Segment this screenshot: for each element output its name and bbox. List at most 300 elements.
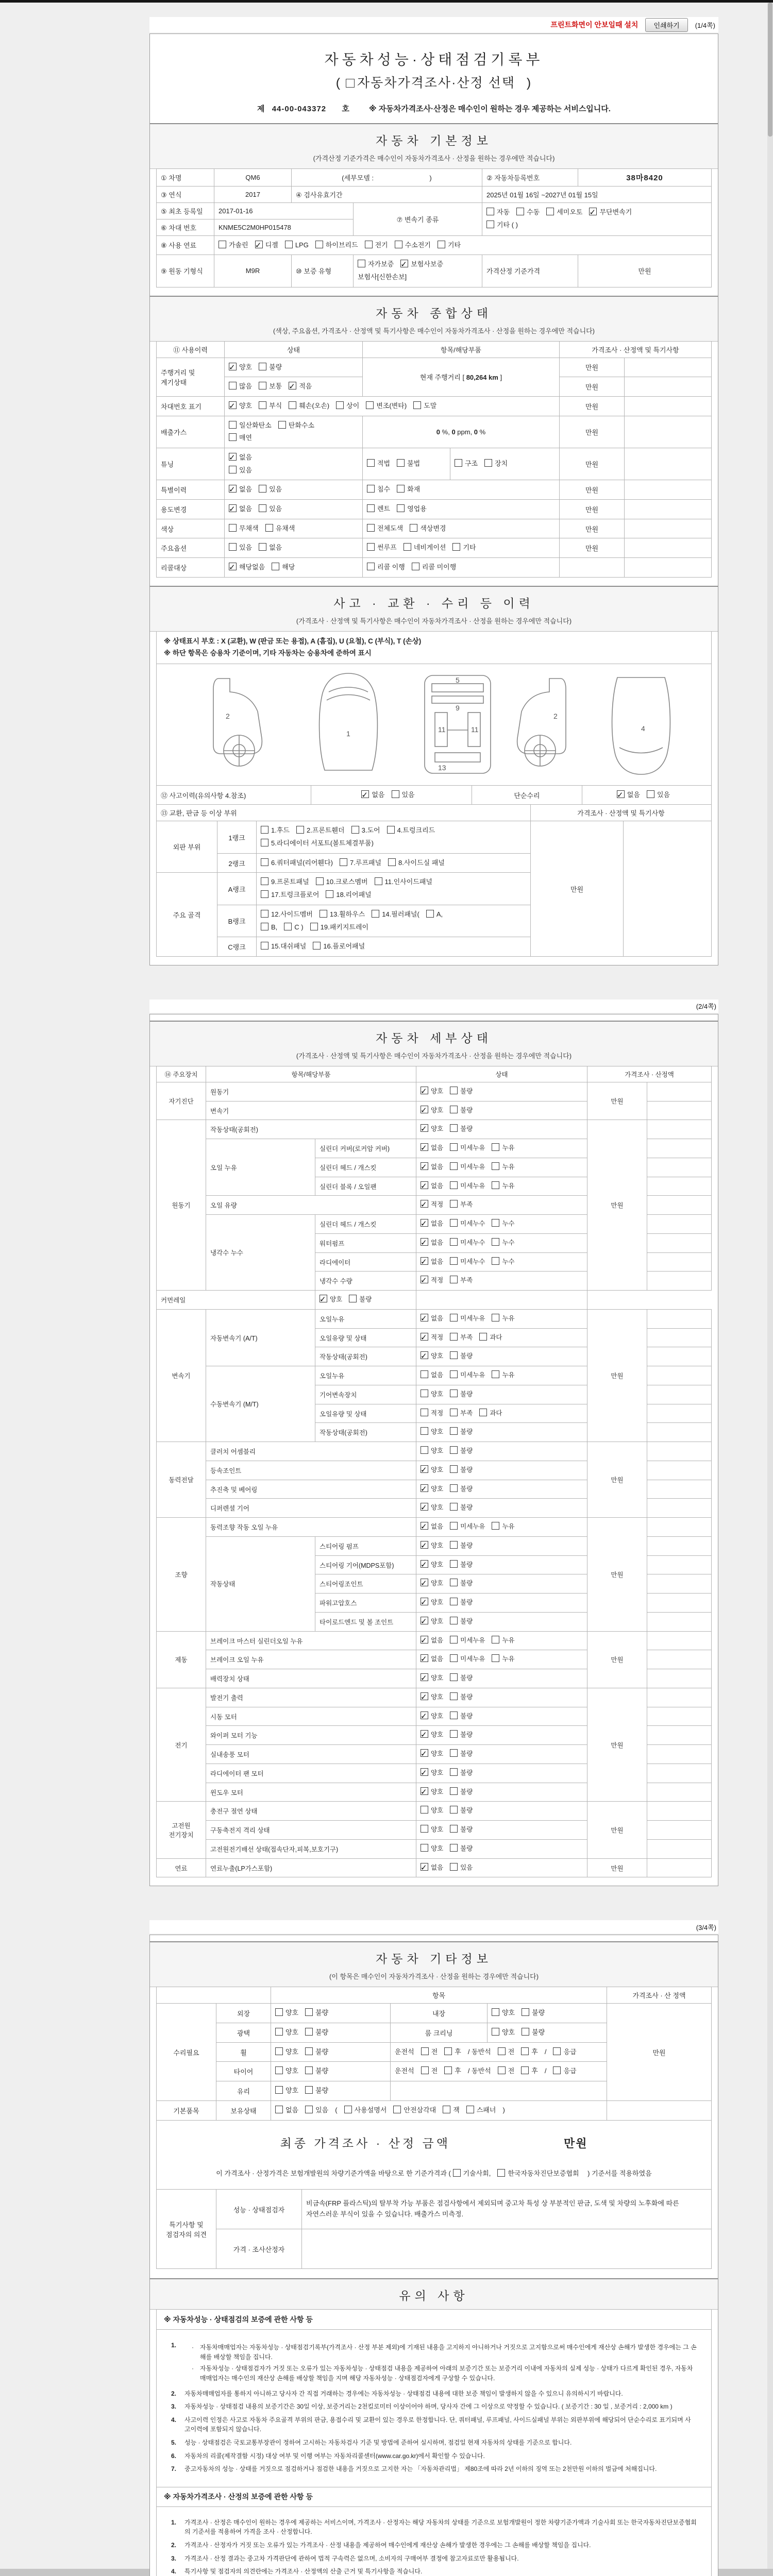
option-label: 5.라디에이터 서포트(볼트체결부품) <box>261 837 374 850</box>
checkbox-icon[interactable] <box>229 433 237 441</box>
checkbox-checked-icon[interactable] <box>421 1181 428 1189</box>
table-cell <box>416 1385 587 1404</box>
checkbox-icon[interactable] <box>421 1844 428 1852</box>
checkbox-icon[interactable] <box>466 2106 474 2113</box>
checkbox-icon[interactable] <box>498 2047 506 2055</box>
checkbox-icon[interactable] <box>450 1825 458 1833</box>
checkbox-icon[interactable] <box>404 543 411 551</box>
checkbox-checked-icon[interactable] <box>421 1484 428 1492</box>
checkbox-icon[interactable] <box>367 524 375 532</box>
option-label: 전 <box>421 2065 438 2078</box>
table-cell <box>225 558 363 578</box>
checkbox-checked-icon[interactable] <box>229 563 237 570</box>
option-label: 불량 <box>450 1464 473 1477</box>
checkbox-icon[interactable] <box>450 1314 458 1321</box>
checkbox-icon[interactable] <box>387 826 395 834</box>
checkbox-icon[interactable] <box>259 401 266 409</box>
checkbox-checked-icon[interactable] <box>229 401 237 409</box>
checkbox-icon[interactable] <box>450 1257 458 1265</box>
table-cell: 보유상태 <box>216 2100 271 2120</box>
checkbox-icon[interactable] <box>349 1295 357 1302</box>
checkbox-icon[interactable] <box>452 543 460 551</box>
checkbox-icon[interactable] <box>259 363 266 370</box>
table-cell: 실린더 헤드 / 개스킷 <box>315 1158 416 1177</box>
checkbox-icon[interactable] <box>450 1124 458 1132</box>
checkbox-checked-icon[interactable] <box>421 1276 428 1283</box>
table-cell: 스티어링 펌프 <box>315 1536 416 1555</box>
checkbox-icon[interactable] <box>395 241 402 248</box>
table-cell <box>416 1518 587 1537</box>
checkbox-icon[interactable] <box>492 1219 499 1227</box>
checkbox-icon[interactable] <box>275 2106 283 2113</box>
table-cell: 오일유량 및 상태 <box>315 1404 416 1423</box>
table-cell <box>647 1120 712 1139</box>
table-cell: 내장 <box>391 2004 488 2023</box>
checkbox-checked-icon[interactable] <box>421 1768 428 1776</box>
checkbox-checked-icon[interactable] <box>421 1560 428 1568</box>
checkbox-icon[interactable] <box>498 2066 506 2074</box>
option-label: 불량 <box>450 1672 473 1685</box>
option-label: ✓ 적음 <box>289 380 312 393</box>
checkbox-icon[interactable] <box>450 1446 458 1454</box>
checkbox-icon[interactable] <box>479 1409 487 1416</box>
table-cell <box>257 873 531 905</box>
checkbox-icon[interactable] <box>421 2047 429 2055</box>
checkbox-icon[interactable] <box>450 1787 458 1795</box>
table-cell: 만원 <box>560 538 625 558</box>
checkbox-icon[interactable] <box>450 1087 458 1094</box>
price-select-option <box>346 76 522 90</box>
checkbox-icon[interactable] <box>351 826 359 834</box>
checkbox-checked-icon[interactable] <box>421 1219 428 1227</box>
checkbox-icon[interactable] <box>229 466 237 473</box>
checkbox-icon[interactable] <box>261 923 268 930</box>
checkbox-checked-icon[interactable] <box>421 1503 428 1511</box>
option-label: 누수 <box>492 1218 514 1230</box>
checkbox-icon[interactable] <box>305 2008 313 2016</box>
checkbox-checked-icon[interactable] <box>421 1636 428 1643</box>
checkbox-icon[interactable] <box>444 2066 452 2074</box>
print-install-note[interactable]: 프린트화면이 안보일때 설치 <box>550 21 638 29</box>
checkbox-icon[interactable] <box>450 1617 458 1624</box>
option-label: 기타 <box>452 541 476 554</box>
checkbox-icon[interactable] <box>305 2106 313 2113</box>
option-label: 불량 <box>450 1805 473 1817</box>
checkbox-checked-icon[interactable] <box>421 1238 428 1246</box>
checkbox-icon[interactable] <box>443 2106 450 2113</box>
checkbox-icon[interactable] <box>450 1711 458 1719</box>
checkbox-icon[interactable] <box>284 923 292 930</box>
checkbox-icon[interactable] <box>450 1768 458 1776</box>
table-cell: ⑦ 변속기 종류 <box>354 202 482 235</box>
checkbox-checked-icon[interactable] <box>421 1654 428 1662</box>
checkbox-checked-icon[interactable] <box>421 1730 428 1738</box>
checkbox-icon[interactable] <box>492 1257 499 1265</box>
checkbox-icon[interactable] <box>450 1503 458 1511</box>
checkbox-icon[interactable] <box>450 1351 458 1359</box>
checkbox-checked-icon[interactable] <box>421 1787 428 1795</box>
checkbox-icon[interactable] <box>450 1409 458 1416</box>
print-button[interactable]: 인쇄하기 <box>645 18 687 32</box>
checkbox-icon[interactable] <box>553 2066 561 2074</box>
checkbox-icon[interactable] <box>336 401 344 409</box>
checkbox-icon[interactable] <box>450 1636 458 1643</box>
checkbox-icon[interactable] <box>444 2047 452 2055</box>
checkbox-icon[interactable] <box>522 2008 529 2016</box>
checkbox-icon[interactable] <box>265 524 273 532</box>
checkbox-icon[interactable] <box>492 1143 499 1151</box>
checkbox-icon[interactable] <box>450 1106 458 1113</box>
scrollbar[interactable] <box>767 3 773 2569</box>
checkbox-icon[interactable] <box>484 459 492 467</box>
text-part: % <box>478 428 486 436</box>
checkbox-icon[interactable] <box>275 2086 283 2094</box>
checkbox-icon[interactable] <box>438 241 445 248</box>
checkbox-icon[interactable] <box>450 1465 458 1473</box>
checkbox-icon[interactable] <box>367 543 375 551</box>
checkbox-icon[interactable] <box>305 2047 313 2055</box>
checkbox-icon[interactable] <box>261 910 268 918</box>
checkbox-icon[interactable] <box>365 241 373 248</box>
checkbox-icon[interactable] <box>358 260 365 267</box>
checkbox-icon[interactable] <box>453 2169 461 2177</box>
checkbox-icon[interactable] <box>275 2066 283 2074</box>
checkbox-checked-icon[interactable] <box>421 1692 428 1700</box>
checkbox-icon[interactable] <box>392 790 399 798</box>
checkbox-checked-icon[interactable] <box>589 208 597 215</box>
checkbox-icon[interactable] <box>289 401 296 409</box>
checkbox-icon[interactable] <box>367 459 375 467</box>
table-cell: 냉각수 누수 <box>206 1215 315 1291</box>
checkbox-icon[interactable] <box>412 563 419 570</box>
svg-text:4: 4 <box>641 724 645 733</box>
checkbox-icon[interactable] <box>421 1427 428 1435</box>
section-other-note: (이 항목은 매수인이 자동차가격조사 · 산정을 원하는 경우에만 적습니다) <box>329 1973 539 1981</box>
checkbox-icon[interactable] <box>492 2028 499 2036</box>
table-cell: 리콜대상 <box>157 558 225 578</box>
option-label: 불량 <box>450 1426 473 1438</box>
checkbox-icon[interactable] <box>313 942 321 950</box>
option-label: 적법 <box>367 457 390 470</box>
table-cell: 충전구 절연 상태 <box>206 1802 416 1821</box>
table-cell: 동력전달 <box>157 1442 206 1518</box>
checkbox-icon[interactable] <box>450 1484 458 1492</box>
checkbox-icon[interactable] <box>367 485 375 493</box>
checkbox-icon[interactable] <box>450 1389 458 1397</box>
checkbox-icon[interactable] <box>426 910 434 918</box>
option-label: 누유 <box>492 1653 514 1666</box>
checkbox-icon[interactable] <box>492 1522 499 1530</box>
checkbox-icon[interactable] <box>375 877 382 885</box>
table-cell: 만원 <box>560 358 625 377</box>
checkbox-icon[interactable] <box>421 1446 428 1454</box>
checkbox-icon[interactable] <box>450 1238 458 1246</box>
checkbox-icon[interactable] <box>229 524 237 532</box>
checkbox-checked-icon[interactable] <box>421 1749 428 1757</box>
checkbox-checked-icon[interactable] <box>617 790 625 798</box>
legend-basis: ※ 하단 항목은 승용차 기준이며, 기타 자동차는 승용차에 준하여 표시 <box>164 649 372 657</box>
checkbox-icon[interactable] <box>450 1673 458 1681</box>
checkbox-icon[interactable] <box>497 2169 505 2177</box>
checkbox-icon[interactable] <box>261 877 268 885</box>
checkbox-icon[interactable] <box>450 1579 458 1586</box>
checkbox-icon[interactable] <box>450 1541 458 1549</box>
caution-block1-body <box>156 2330 712 2487</box>
checkbox-checked-icon[interactable] <box>421 1541 428 1549</box>
option-label: ✓ 양호 <box>421 1350 443 1363</box>
checkbox-icon[interactable] <box>450 1598 458 1605</box>
checkbox-checked-icon[interactable] <box>421 1106 428 1113</box>
inspector-opinion-text: 비금속(FRP 플라스틱)의 탈부착 가능 부품은 점검사항에서 제외되며 중고차 특성 상 부분적인 판금, 도색 및 차량의 노후화에 따른 자연스러운 부식이 있을 수 있습니다. 배출가스 미측정. <box>302 2190 712 2229</box>
checkbox-icon[interactable] <box>272 563 279 570</box>
checkbox-icon[interactable] <box>546 208 554 215</box>
checkbox-checked-icon[interactable] <box>421 1351 428 1359</box>
checkbox-icon[interactable] <box>259 543 266 551</box>
table-cell: 파워고압호스 <box>315 1594 416 1613</box>
checkbox-icon[interactable] <box>492 2008 499 2016</box>
checkbox-checked-icon[interactable] <box>229 453 237 461</box>
checkbox-icon[interactable] <box>450 1143 458 1151</box>
checkbox-checked-icon[interactable] <box>421 1124 428 1132</box>
checkbox-icon[interactable] <box>340 858 347 866</box>
checkbox-checked-icon[interactable] <box>289 382 296 389</box>
option-label: 6.쿼터패널(리어휀다) <box>261 857 333 870</box>
checkbox-icon[interactable] <box>492 1162 499 1170</box>
checkbox-checked-icon[interactable] <box>421 1863 428 1871</box>
option-label: 16.플로어패널 <box>313 940 365 953</box>
table-cell <box>416 1101 587 1120</box>
option-label: 후 <box>444 2065 461 2078</box>
checkbox-icon[interactable] <box>261 839 268 846</box>
checkbox-icon[interactable] <box>450 1276 458 1283</box>
checkbox-icon[interactable] <box>410 524 417 532</box>
table-cell: A랭크 <box>217 873 257 905</box>
checkbox-icon[interactable] <box>450 1806 458 1814</box>
option-label: 보험사[신한손보] <box>358 273 407 281</box>
checkbox-icon[interactable] <box>278 421 286 429</box>
checkbox-icon[interactable] <box>259 504 266 512</box>
page-2-strip <box>149 999 718 1013</box>
checkbox-checked-icon[interactable] <box>421 1711 428 1719</box>
checkbox-icon[interactable] <box>310 923 318 930</box>
table-cell: 가격조사 · 산 정액 <box>607 1987 712 2004</box>
checkbox-checked-icon[interactable] <box>421 1673 428 1681</box>
checkbox-icon[interactable] <box>367 504 375 512</box>
table-cell: 오일 유량 <box>206 1196 416 1215</box>
checkbox-checked-icon[interactable] <box>320 1295 327 1302</box>
checkbox-icon[interactable] <box>421 1389 428 1397</box>
legend-codes: ※ 상태표시 부호 : X (교환), W (판금 또는 용접), A (흠집), U (요철), C (부식), T (손상) <box>164 637 422 645</box>
checkbox-icon[interactable] <box>450 1730 458 1738</box>
checkbox-icon[interactable] <box>450 1560 458 1568</box>
option-label: / <box>544 2067 547 2075</box>
checkbox-icon[interactable] <box>455 459 462 467</box>
option-label: 부식 <box>259 400 282 413</box>
checkbox-icon[interactable] <box>397 504 405 512</box>
scrollbar-thumb[interactable] <box>768 3 772 137</box>
checkbox-icon[interactable] <box>421 2066 429 2074</box>
checkbox-icon[interactable] <box>261 942 268 950</box>
checkbox-icon[interactable] <box>450 1692 458 1700</box>
checkbox-icon[interactable] <box>486 208 494 215</box>
option-label: 있음 <box>305 2104 328 2117</box>
checkbox-checked-icon[interactable] <box>421 1200 428 1208</box>
table-cell <box>416 1707 587 1726</box>
checkbox-icon[interactable] <box>296 826 304 834</box>
checkbox-checked-icon[interactable] <box>421 1579 428 1586</box>
table-cell: 워터펌프 <box>315 1233 416 1252</box>
checkbox-icon[interactable] <box>521 2066 529 2074</box>
checkbox-icon[interactable] <box>259 382 266 389</box>
checkbox-icon[interactable] <box>450 1200 458 1208</box>
table-cell: 기어변속장치 <box>315 1385 416 1404</box>
option-label: ✓ 없음 <box>421 1180 443 1193</box>
checkbox-icon[interactable] <box>486 221 494 228</box>
checkbox-icon[interactable] <box>647 790 654 798</box>
caution-item: 1. · 자동차매매업자는 자동차성능 · 상태점검기록부(가격조사 · 산정 부분 제외)에 기재된 내용을 고지하지 아니하거나 거짓으로 고지함으로써 매수인에게 재산상 손해가 발생한 경우에는 그 손해를 배상할 책임을 집니다. · 자동차성능 · 상태점검자가 거짓 또는 오류가 있는 자동차성능 · 상태점검 내용을 제공하여 아래의 보증기간 또는 보증거리 이내에 자동차의 실제 성능 · 상태가 다르게 확인된 경우, 자동차매매업자는 매수인의 재산상 손해를 배상할 책임을 지며 해당 자동차성능 · 상태점검자에게 구상할 수 있습니다. <box>171 2342 697 2382</box>
checkbox-icon[interactable] <box>261 858 268 866</box>
checkbox-icon[interactable] <box>450 1333 458 1341</box>
checkbox-checked-icon[interactable] <box>229 363 237 370</box>
checkbox-icon[interactable] <box>315 241 323 248</box>
table-cell: ⑬ 교환, 판금 등 이상 부위 <box>157 805 531 821</box>
checkbox-icon[interactable] <box>388 858 396 866</box>
checkbox-checked-icon[interactable] <box>229 504 237 512</box>
checkbox-checked-icon[interactable] <box>421 1162 428 1170</box>
option-label: 양호 <box>275 2026 298 2039</box>
checkbox-icon[interactable] <box>275 2047 283 2055</box>
checkbox-icon[interactable] <box>393 2106 401 2113</box>
text-part: 80,264 km <box>466 374 498 382</box>
table-cell <box>416 1461 587 1480</box>
table-cell: 원동기 <box>157 1120 206 1291</box>
checkbox-icon[interactable] <box>305 2066 313 2074</box>
checkbox-icon[interactable] <box>413 401 421 409</box>
option-label: 자동차가격조사·산정 선택 <box>346 71 515 96</box>
checkbox-icon[interactable] <box>450 1181 458 1189</box>
checkbox-icon[interactable] <box>344 2106 352 2113</box>
option-label: ✓ 없음 <box>421 1256 443 1268</box>
checkbox-icon[interactable] <box>305 2086 313 2094</box>
table-cell: 주요 골격 <box>157 873 217 956</box>
checkbox-checked-icon[interactable] <box>421 1333 428 1341</box>
checkbox-icon[interactable] <box>492 1314 499 1321</box>
checkbox-icon[interactable] <box>450 1219 458 1227</box>
checkbox-icon[interactable] <box>372 910 379 918</box>
checkbox-icon[interactable] <box>397 459 405 467</box>
checkbox-checked-icon[interactable] <box>255 241 263 248</box>
checkbox-icon[interactable] <box>367 563 375 570</box>
table-cell: 냉각수 수량 <box>315 1272 416 1291</box>
checkbox-icon[interactable] <box>259 485 266 493</box>
table-cell: KNME5C2M0HP015478 <box>214 219 354 235</box>
table-cell: 윈도우 모터 <box>206 1783 416 1802</box>
checkbox-icon[interactable] <box>320 910 327 918</box>
checkbox-icon[interactable] <box>479 1333 487 1341</box>
table-cell: ⑪ 사용이력 <box>157 341 225 358</box>
checkbox-icon[interactable] <box>421 1806 428 1814</box>
checkbox-icon[interactable] <box>275 2028 283 2036</box>
table-cell: 라디에이터 <box>315 1252 416 1272</box>
checkbox-icon[interactable] <box>346 79 355 88</box>
text-part: 현재 주행거리 [ <box>419 374 466 382</box>
checkbox-checked-icon[interactable] <box>229 485 237 493</box>
checkbox-checked-icon[interactable] <box>421 1087 428 1094</box>
checkbox-icon[interactable] <box>450 1863 458 1871</box>
checkbox-icon[interactable] <box>285 241 293 248</box>
option-label: 18.리어패널 <box>326 889 371 902</box>
checkbox-checked-icon[interactable] <box>421 1617 428 1624</box>
checkbox-icon[interactable] <box>261 826 268 834</box>
option-label: 양호 <box>275 2007 298 2020</box>
checkbox-checked-icon[interactable] <box>421 1522 428 1530</box>
checkbox-icon[interactable] <box>421 1370 428 1378</box>
checkbox-icon[interactable] <box>450 1162 458 1170</box>
checkbox-icon[interactable] <box>229 421 237 429</box>
checkbox-icon[interactable] <box>421 1409 428 1416</box>
checkbox-icon[interactable] <box>492 1238 499 1246</box>
table-cell <box>647 1858 712 1877</box>
checkbox-icon[interactable] <box>521 2047 529 2055</box>
checkbox-icon[interactable] <box>275 2008 283 2016</box>
checkbox-checked-icon[interactable] <box>421 1257 428 1265</box>
svg-text:13: 13 <box>438 763 446 772</box>
option-label: 불량 <box>522 2026 545 2039</box>
checkbox-checked-icon[interactable] <box>400 260 408 267</box>
checkbox-icon[interactable] <box>492 1181 499 1189</box>
checkbox-icon[interactable] <box>450 1370 458 1378</box>
checkbox-icon[interactable] <box>450 1654 458 1662</box>
checkbox-icon[interactable] <box>492 1370 499 1378</box>
caution-block2-head: ※ 자동차가격조사 · 산정의 보증에 관한 사항 등 <box>156 2487 712 2507</box>
table-cell <box>625 500 712 519</box>
option-label: 양호 <box>275 2046 298 2059</box>
table-cell: 2025년 01월 16일 ~2027년 01월 15일 <box>482 186 712 202</box>
table-cell <box>363 500 560 519</box>
checkbox-icon[interactable] <box>450 1844 458 1852</box>
checkbox-icon[interactable] <box>553 2047 561 2055</box>
checkbox-icon[interactable] <box>516 208 524 215</box>
checkbox-icon[interactable] <box>316 877 324 885</box>
checkbox-checked-icon[interactable] <box>421 1143 428 1151</box>
caution-block1-head: ※ 자동차성능 · 상태점검의 보증에 관한 사항 등 <box>156 2309 712 2330</box>
checkbox-icon[interactable] <box>229 382 237 389</box>
checkbox-icon[interactable] <box>261 890 268 898</box>
table-cell <box>647 1726 712 1745</box>
checkbox-checked-icon[interactable] <box>421 1314 428 1321</box>
checkbox-icon[interactable] <box>305 2028 313 2036</box>
doc-subtitle <box>156 71 712 96</box>
section-cond-header <box>150 296 718 342</box>
checkbox-icon[interactable] <box>326 890 333 898</box>
checkbox-icon[interactable] <box>522 2028 529 2036</box>
option-label: 운전석 <box>395 2047 414 2056</box>
checkbox-icon[interactable] <box>366 401 374 409</box>
checkbox-icon[interactable] <box>492 1636 499 1643</box>
checkbox-checked-icon[interactable] <box>421 1465 428 1473</box>
checkbox-icon[interactable] <box>492 1654 499 1662</box>
checkbox-checked-icon[interactable] <box>421 1598 428 1605</box>
checkbox-icon[interactable] <box>421 1825 428 1833</box>
option-label: ✓ 양호 <box>421 1710 443 1723</box>
checkbox-icon[interactable] <box>229 543 237 551</box>
checkbox-checked-icon[interactable] <box>361 790 369 798</box>
checkbox-icon[interactable] <box>219 241 226 248</box>
checkbox-icon[interactable] <box>397 485 405 493</box>
checkbox-icon[interactable] <box>450 1427 458 1435</box>
checkbox-icon[interactable] <box>450 1522 458 1530</box>
checkbox-icon[interactable] <box>450 1749 458 1757</box>
